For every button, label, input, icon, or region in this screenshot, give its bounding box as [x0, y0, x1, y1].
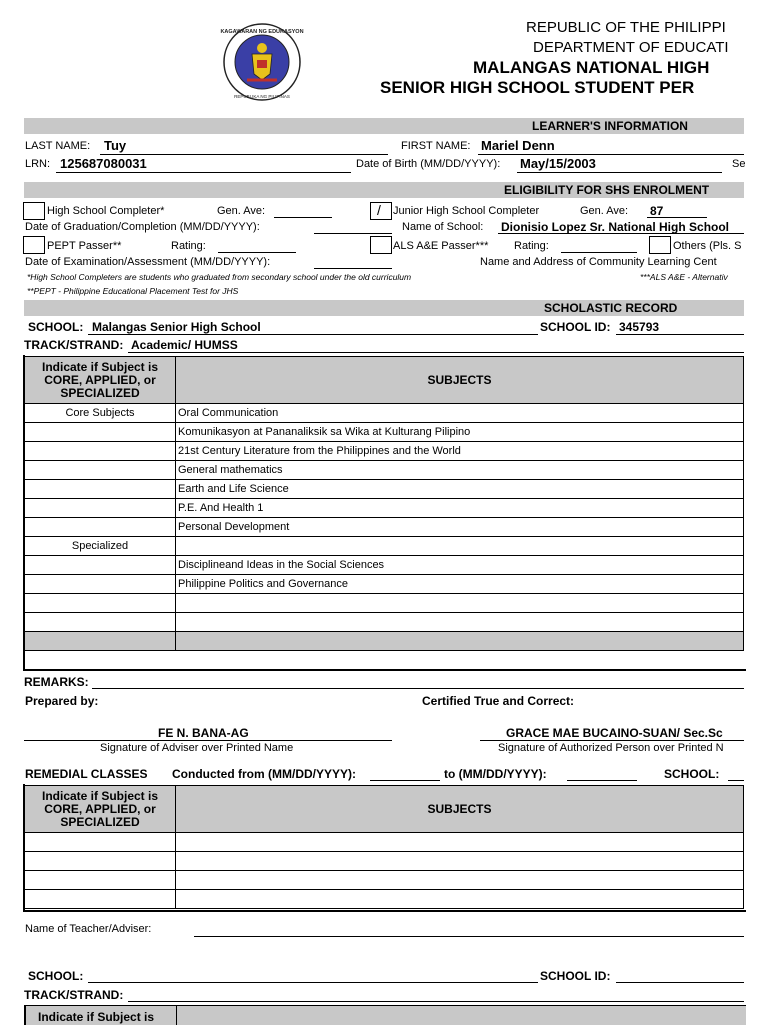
table-row — [25, 575, 744, 594]
track-label: TRACK/STRAND: — [24, 338, 124, 352]
track-value[interactable]: Academic/ HUMSS — [131, 338, 238, 352]
hs-completer-checkbox[interactable] — [23, 202, 45, 220]
dob-label: Date of Birth (MM/DD/YYYY): — [356, 158, 501, 170]
others-checkbox[interactable] — [649, 236, 671, 254]
subject-name[interactable]: Earth and Life Science — [176, 480, 744, 499]
table-row — [25, 556, 744, 575]
als-rating-label: Rating: — [514, 240, 549, 252]
first-name-value[interactable]: Mariel Denn — [481, 138, 555, 153]
subject-type — [25, 613, 176, 632]
exam-date-label: Date of Examination/Assessment (MM/DD/YYYY): — [25, 256, 271, 268]
table-row — [25, 442, 744, 461]
remedial-type-header: Indicate if Subject is CORE, APPLIED, or SPECIALIZED — [25, 786, 176, 833]
jhs-completer-label: Junior High School Completer — [393, 205, 540, 217]
hs-completer-label: High School Completer* — [47, 205, 165, 217]
remarks-label: REMARKS: — [24, 675, 89, 689]
lrn-label: LRN: — [25, 158, 51, 170]
table-row — [25, 871, 744, 890]
pept-rating-label: Rating: — [171, 240, 206, 252]
subject-name[interactable] — [176, 537, 744, 556]
als-label: ALS A&E Passer*** — [393, 240, 489, 252]
school-name-value[interactable]: Dionisio Lopez Sr. National High School — [501, 220, 730, 234]
school-id-label: SCHOOL ID: — [540, 320, 611, 334]
next-school-label: SCHOOL: — [28, 969, 84, 983]
svg-text:KAGAWARAN NG EDUKASYON: KAGAWARAN NG EDUKASYON — [220, 29, 304, 35]
subject-name[interactable]: Komunikasyon at Pananaliksik sa Wika at Kulturang Pilipino — [176, 423, 744, 442]
prepared-by-label: Prepared by: — [25, 694, 99, 708]
header-department: DEPARTMENT OF EDUCATI — [533, 39, 729, 56]
subject-type — [25, 518, 176, 537]
table-row — [25, 499, 744, 518]
dob-value[interactable]: May/15/2003 — [520, 156, 596, 171]
subject-name[interactable]: Personal Development — [176, 518, 744, 537]
subject-name[interactable]: General mathematics — [176, 461, 744, 480]
jhs-check-mark: / — [377, 202, 381, 218]
subject-type — [25, 499, 176, 518]
table-row — [25, 833, 744, 852]
scholastic-table — [24, 356, 744, 651]
table-row — [25, 461, 744, 480]
subject-name[interactable]: Oral Communication — [176, 404, 744, 423]
footnote-pept: **PEPT - Philippine Educational Placement Test for JHS — [27, 286, 239, 296]
scholastic-section-title: SCHOLASTIC RECORD — [544, 301, 678, 315]
subject-type — [25, 594, 176, 613]
teacher-label: Name of Teacher/Adviser: — [25, 923, 152, 935]
remedial-from-label: Conducted from (MM/DD/YYYY): — [172, 767, 356, 781]
jhs-gen-ave-value[interactable]: 87 — [650, 204, 664, 218]
table-row — [25, 404, 744, 423]
learner-section-title: LEARNER'S INFORMATION — [532, 119, 688, 133]
footnote-hs: *High School Completers are students who graduated from secondary school under the old curriculum — [27, 272, 412, 282]
table-row — [25, 518, 744, 537]
subject-name[interactable]: 21st Century Literature from the Philippines and the World — [176, 442, 744, 461]
deped-seal — [207, 22, 317, 102]
table-row — [25, 890, 744, 909]
table-row — [25, 594, 744, 613]
header-school: MALANGAS NATIONAL HIGH — [473, 58, 710, 77]
learner-section-bar — [24, 118, 744, 134]
next-track-label: TRACK/STRAND: — [24, 988, 124, 1002]
remedial-to-label: to (MM/DD/YYYY): — [444, 767, 547, 781]
jhs-gen-ave-label: Gen. Ave: — [580, 205, 629, 217]
subject-type — [25, 556, 176, 575]
school-id-value[interactable]: 345793 — [619, 320, 660, 334]
form-title: SENIOR HIGH SCHOOL STUDENT PER — [380, 78, 695, 97]
pept-checkbox[interactable] — [23, 236, 45, 254]
subject-type — [25, 423, 176, 442]
subject-name[interactable]: Disciplineand Ideas in the Social Sciences — [176, 556, 744, 575]
table-footer-row — [25, 632, 744, 651]
jhs-completer-checkbox[interactable] — [370, 202, 392, 220]
adviser-name: FE N. BANA-AG — [158, 726, 249, 740]
authorized-name: GRACE MAE BUCAINO-SUAN/ Sec.Sc — [506, 726, 723, 740]
next-school-id-label: SCHOOL ID: — [540, 969, 611, 983]
scholastic-section-bar — [24, 300, 744, 316]
pept-label: PEPT Passer** — [47, 240, 122, 252]
table-row — [25, 537, 744, 556]
footnote-als: ***ALS A&E - Alternativ — [640, 272, 728, 282]
subject-name[interactable] — [176, 594, 744, 613]
remedial-title: REMEDIAL CLASSES — [25, 767, 148, 781]
remedial-subjects-header: SUBJECTS — [176, 786, 744, 833]
lrn-value[interactable]: 125687080031 — [60, 156, 147, 171]
table-row — [25, 423, 744, 442]
remedial-table — [24, 785, 744, 909]
grad-date-label: Date of Graduation/Completion (MM/DD/YYYY): — [25, 221, 260, 233]
table-row — [25, 852, 744, 871]
table-row — [25, 613, 744, 632]
subject-type: Core Subjects — [25, 404, 176, 423]
school-value[interactable]: Malangas Senior High School — [92, 320, 261, 334]
eligibility-section-bar — [24, 182, 744, 198]
hs-gen-ave-label: Gen. Ave: — [217, 205, 266, 217]
subject-type — [25, 575, 176, 594]
header-republic: REPUBLIC OF THE PHILIPPI — [526, 19, 726, 36]
sex-label: Se — [732, 158, 746, 170]
next-table-stub — [24, 1005, 746, 1025]
eligibility-section-title: ELIGIBILITY FOR SHS ENROLMENT — [504, 183, 710, 197]
last-name-value[interactable]: Tuy — [104, 138, 127, 153]
adviser-caption: Signature of Adviser over Printed Name — [100, 742, 294, 754]
authorized-caption: Signature of Authorized Person over Printed N — [498, 742, 724, 754]
subject-name[interactable]: P.E. And Health 1 — [176, 499, 744, 518]
next-type-header: Indicate if Subject is — [38, 1010, 155, 1024]
clc-label: Name and Address of Community Learning Cent — [480, 256, 717, 268]
school-name-label: Name of School: — [402, 221, 484, 233]
subject-type — [25, 442, 176, 461]
first-name-label: FIRST NAME: — [401, 140, 471, 152]
last-name-label: LAST NAME: — [25, 140, 91, 152]
type-column-header: Indicate if Subject is CORE, APPLIED, or SPECIALIZED — [25, 357, 176, 404]
remedial-school-label: SCHOOL: — [664, 767, 720, 781]
school-label: SCHOOL: — [28, 320, 84, 334]
subject-name[interactable] — [176, 613, 744, 632]
table-row — [25, 480, 744, 499]
others-label: Others (Pls. S — [673, 240, 742, 252]
certified-label: Certified True and Correct: — [422, 694, 575, 708]
subject-type — [25, 461, 176, 480]
subjects-column-header: SUBJECTS — [176, 357, 744, 404]
als-checkbox[interactable] — [370, 236, 392, 254]
subject-type — [25, 480, 176, 499]
subject-type: Specialized — [25, 537, 176, 556]
svg-text:REPUBLIKA NG PILIPINAS: REPUBLIKA NG PILIPINAS — [234, 94, 290, 99]
subject-name[interactable]: Philippine Politics and Governance — [176, 575, 744, 594]
